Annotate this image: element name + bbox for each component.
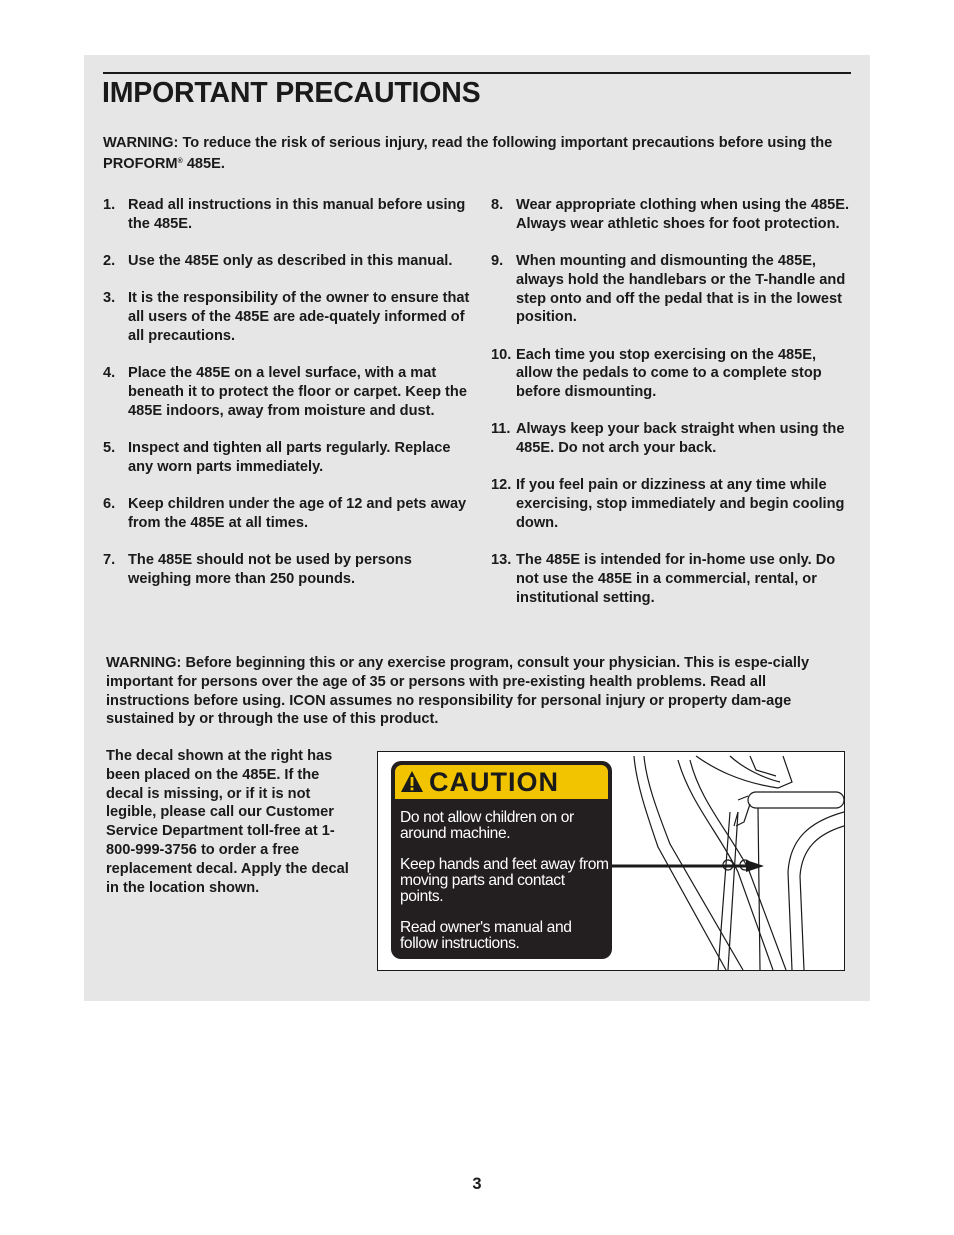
precaution-text: Read all instructions in this manual before using the 485E. bbox=[128, 197, 466, 232]
intro-warning-model: 485E. bbox=[182, 155, 225, 172]
precaution-text: The 485E should not be used by persons weighing more than 250 pounds. bbox=[128, 551, 412, 587]
precaution-text: Each time you stop exercising on the 485E, allow the pedals to come to a complete stop before dismounting. bbox=[516, 346, 822, 401]
caution-line: Read owner's manual and follow instructions. bbox=[400, 919, 572, 952]
precaution-item bbox=[103, 252, 473, 271]
precaution-text: Inspect and tighten all parts regularly. Replace any worn parts immediately. bbox=[128, 439, 451, 475]
caution-line: Keep hands and feet away from moving parts and contact points. bbox=[400, 856, 609, 905]
precaution-text: The 485E is intended for in-home use only. Do not use the 485E in a commercial, rental, or institutional setting. bbox=[516, 552, 836, 606]
precaution-text: Use the 485E only as described in this manual. bbox=[128, 252, 453, 269]
precaution-number: 7. bbox=[103, 551, 116, 568]
precaution-number: 8. bbox=[491, 197, 504, 213]
intro-warning bbox=[103, 134, 848, 173]
precaution-item bbox=[103, 364, 473, 420]
precaution-number: 3. bbox=[103, 290, 116, 307]
precaution-item bbox=[103, 289, 473, 345]
precaution-number: 5. bbox=[103, 439, 116, 456]
precaution-item bbox=[103, 551, 473, 589]
precaution-number: 10. bbox=[491, 346, 512, 363]
precaution-text: If you feel pain or dizziness at any time while exercising, stop immediately and begin cooling down. bbox=[516, 477, 845, 531]
page-number: 3 bbox=[472, 1175, 482, 1193]
caution-decal bbox=[391, 761, 612, 959]
precaution-item bbox=[491, 420, 856, 458]
precautions-list-right bbox=[491, 196, 856, 626]
precaution-item bbox=[103, 439, 473, 477]
precaution-number: 4. bbox=[103, 364, 116, 381]
caution-label: CAUTION bbox=[429, 767, 559, 797]
precaution-number: 6. bbox=[103, 495, 116, 512]
precaution-item bbox=[491, 551, 856, 607]
precaution-item bbox=[491, 476, 856, 532]
precaution-text: Keep children under the age of 12 and pets away from the 485E at all times. bbox=[128, 495, 467, 531]
intro-warning-text: WARNING: To reduce the risk of serious injury, read the following important precautions before using the PROFORM bbox=[103, 135, 833, 172]
caution-header bbox=[395, 765, 608, 799]
physician-warning: WARNING: Before beginning this or any exercise program, consult your physician. This is espe-cially important for persons over the age of 35 or persons with pre-existing health problems. Read all instructions before using. ICON assumes no responsibility for personal injury or property dam-age sustained by or through the use of this product. bbox=[106, 655, 810, 728]
decal-replacement-info: The decal shown at the right has been placed on the 485E. If the decal is missing, or if it is not legible, please call our Customer Service Department toll-free at 1-800-999-3756 to order a free replacement decal. Apply the decal in the location shown. bbox=[106, 748, 349, 896]
precaution-text: Wear appropriate clothing when using the 485E. Always wear athletic shoes for foot protection. bbox=[516, 197, 850, 232]
precaution-text: When mounting and dismounting the 485E, always hold the handlebars or the T-handle and step onto and off the pedal that is in the lowest position. bbox=[516, 252, 846, 326]
precaution-text: Place the 485E on a level surface, with a mat beneath it to protect the floor or carpet. Keep the 485E indoors, away from moisture and dust. bbox=[128, 364, 467, 419]
precaution-text: Always keep your back straight when using the 485E. Do not arch your back. bbox=[516, 421, 845, 457]
precaution-number: 1. bbox=[103, 197, 116, 213]
caution-instructions bbox=[400, 810, 610, 959]
precaution-item bbox=[491, 196, 856, 234]
precaution-item bbox=[103, 495, 473, 533]
warning-triangle-icon bbox=[400, 770, 424, 793]
precaution-number: 13. bbox=[491, 552, 512, 569]
precaution-number: 11. bbox=[491, 421, 511, 438]
decal-location-figure bbox=[377, 751, 845, 971]
precaution-number: 9. bbox=[491, 252, 504, 269]
precaution-item bbox=[491, 346, 856, 402]
page-title: IMPORTANT PRECAUTIONS bbox=[102, 77, 481, 109]
precaution-number: 2. bbox=[103, 252, 116, 269]
precaution-item bbox=[491, 252, 856, 327]
precaution-item bbox=[103, 196, 473, 234]
precautions-list-left bbox=[103, 196, 473, 607]
precaution-text: It is the responsibility of the owner to ensure that all users of the 485E are ade-quately informed of all precautions. bbox=[128, 290, 470, 344]
caution-line: Do not allow children on or around machine. bbox=[400, 809, 574, 842]
registered-mark: ® bbox=[177, 157, 183, 165]
precaution-number: 12. bbox=[491, 477, 512, 494]
